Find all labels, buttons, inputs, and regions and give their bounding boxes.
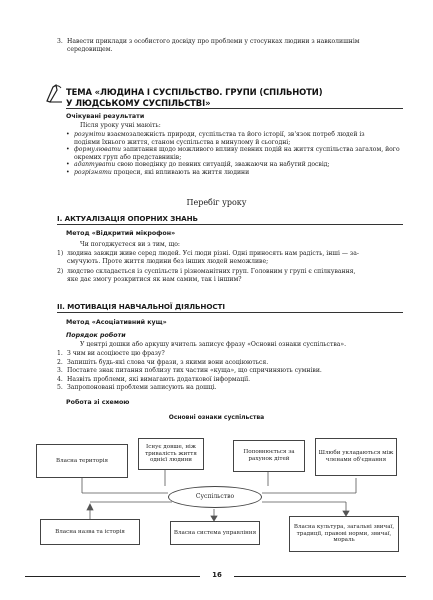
section2-title: II. МОТИВАЦІЯ НАВЧАЛЬНОЇ ДІЯЛЬНОСТІ <box>57 302 225 311</box>
results-item: • розрізняти процеси, які впливають на життя людини <box>66 168 250 176</box>
step-item: 5. Запропоновані проблеми записують на дошці. <box>57 384 217 392</box>
diagram-top-box: Поповнюється за рахунок дітей <box>233 440 305 472</box>
intro-item-num: 3. <box>57 38 63 45</box>
footer-rule-left <box>25 576 200 577</box>
results-heading: Очікувані результати <box>66 113 145 120</box>
diagram-bottom-box: Власна назва та історія <box>40 519 140 545</box>
step-item: 4. Назвіть проблеми, які вимагають додаткової інформації. <box>57 375 251 383</box>
results-item: • адаптувати свою поведінку до певних ситуацій, зважаючи на набутий досвід; <box>66 161 330 169</box>
diagram-bottom-box: Власна система управління <box>170 521 260 545</box>
results-item-rest: свою поведінку до певних ситуацій, зважаючи на набутий досвід; <box>117 161 330 169</box>
results-item: • формулювати запитання щодо можливого впливу певних подій на життя суспільства загалом, його окремих груп або представників; <box>66 146 411 161</box>
results-item-key: формулювати <box>74 146 122 154</box>
diagram-center-ellipse: Суспільство <box>168 486 262 508</box>
scheme-heading: Робота зі схемою <box>66 399 130 406</box>
section1-item: 2) людство складається із суспільств і різноманітних груп. Головним у групі є спілкування, яке дає змогу розкритися як нам самим, так і іншим? <box>57 268 356 283</box>
results-item: • розуміти взаємозалежність природи, суспільства та його історії, зв'язок потреб людей із подіями їхнього життя, станом суспільства в минулому й сьогодні; <box>66 131 411 146</box>
section1-method: Метод «Відкритий мікрофон» <box>66 230 176 237</box>
topic-line1: ТЕМА «ЛЮДИНА І СУСПІЛЬСТВО. ГРУПИ (СПІЛЬНОТИ) <box>66 87 323 97</box>
step-item: 3. Поставте знак питання поблизу тих частин «куща», що спричиняють сумніви. <box>57 367 322 375</box>
results-item-rest2: окремих груп або представників; <box>74 153 182 161</box>
results-item-rest: взаємозалежність природи, суспільства та його історії, зв'язок потреб людей із <box>107 131 365 138</box>
page-number: 16 <box>212 571 222 579</box>
section1-question: Чи погоджуєтеся ви з тим, що: <box>80 241 180 248</box>
diagram-top-box: Власна територія <box>36 444 128 478</box>
section1-item: 1) людина завжди живе серед людей. Усі люди різні. Одні приносять нам радість, інші — за- смучують. Проте життя людини без інших людей неможливе; <box>57 250 359 265</box>
section2-method: Метод «Асоціативний кущ» <box>66 319 167 326</box>
lesson-title: Перебіг уроку <box>186 198 247 207</box>
section1-title: I. АКТУАЛІЗАЦІЯ ОПОРНИХ ЗНАНЬ <box>57 214 198 223</box>
results-item-key: розуміти <box>74 131 106 138</box>
section2-order-intro: У центрі дошки або аркушу вчитель записує фразу «Основні ознаки суспільства». <box>80 341 347 348</box>
results-item-rest: процеси, які впливають на життя людини <box>113 168 250 176</box>
intro-item-line2: середовищем. <box>67 45 113 53</box>
topic-line2: У ЛЮДСЬКОМУ СУСПІЛЬСТВІ» <box>66 97 211 108</box>
step-item: 1. З чим ви асоціюєте цю фразу? <box>57 350 165 357</box>
diagram-top-box: Існує довше, ніж тривалість життя однієї людини <box>138 438 204 470</box>
diagram-bottom-box: Власна культура, загальні звичаї, традиції, правові норми, звичаї, мораль <box>289 516 399 552</box>
results-item-key: адаптувати <box>74 161 116 169</box>
results-intro: Після уроку учні маюіть: <box>80 122 161 129</box>
results-item-rest2: подіями їхнього життя, станом суспільства в минулому й сьогодні; <box>74 138 291 146</box>
results-item-rest: запитання щодо можливого впливу певних подій на життя суспільства загалом, його <box>123 146 400 154</box>
diagram-top-box: Шлюби укладаються між членами об'єднання <box>315 438 397 476</box>
footer-rule-right <box>234 576 406 577</box>
step-item: 2. Запишіть будь-які слова чи фрази, з якими вони асоціюються. <box>57 358 269 366</box>
intro-item-line1: Навести приклади з особистого досвіду про проблеми у стосунках людини з навколишнім <box>67 38 360 45</box>
diagram-title: Основні ознаки суспільства <box>168 414 265 421</box>
section2-order-heading: Порядок роботи <box>66 332 126 339</box>
results-item-key: розрізняти <box>74 168 112 176</box>
